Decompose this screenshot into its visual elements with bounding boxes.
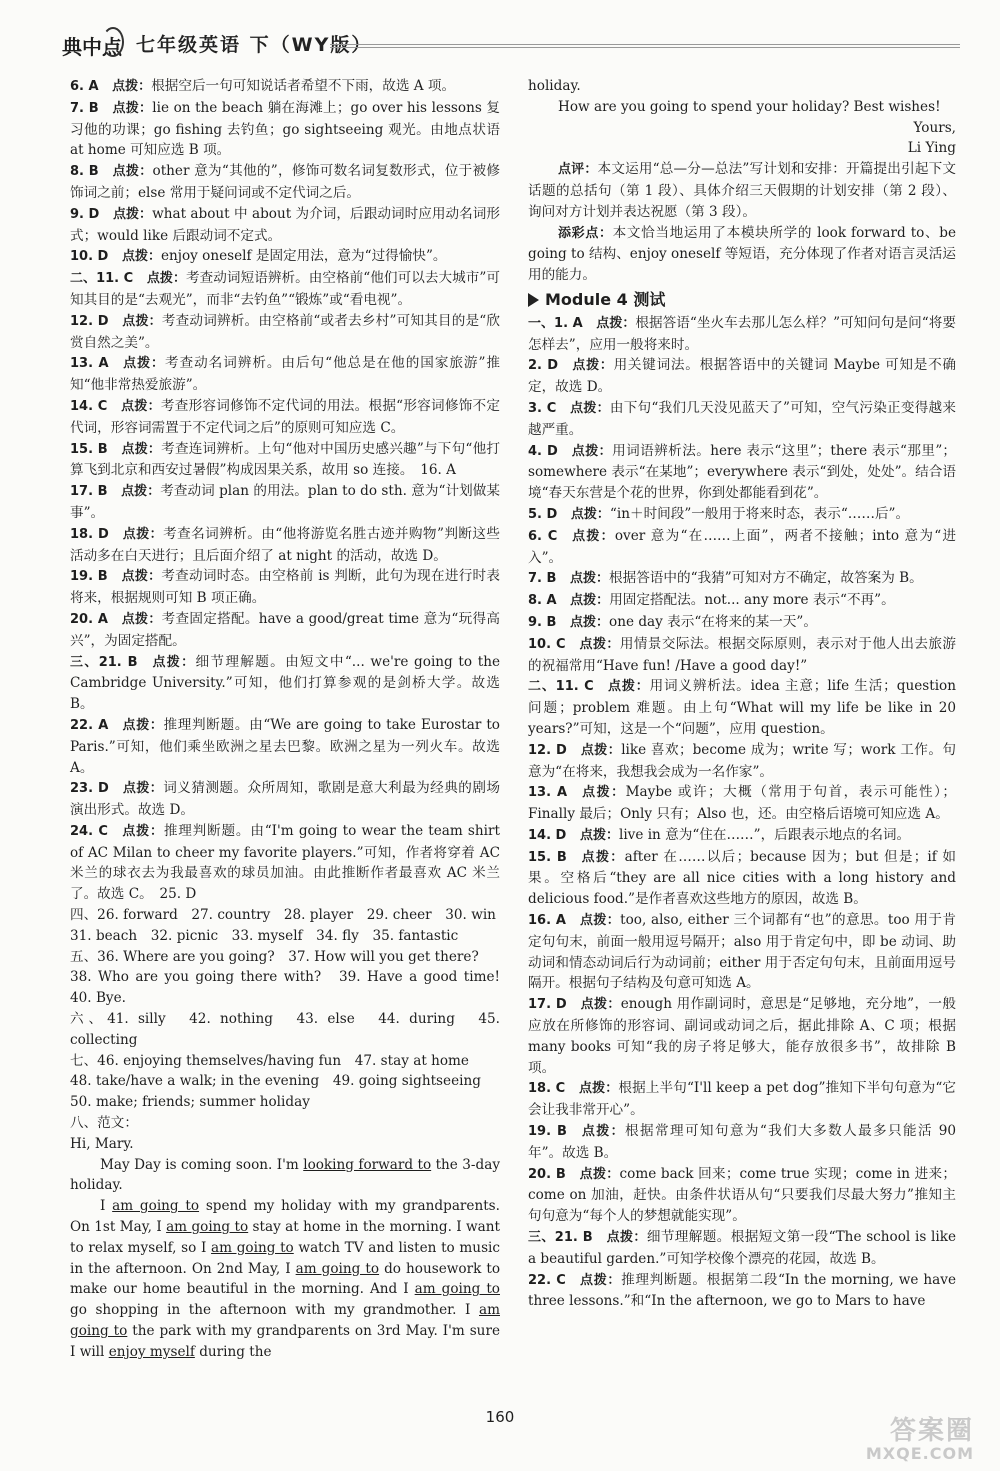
hint-text: enjoy oneself 是固定用法，意为“过得愉快”。 (160, 248, 447, 265)
module-title-text: Module 4 测试 (545, 289, 666, 309)
hint-label: 点拨： (122, 781, 164, 797)
hint-label: 点拨： (571, 443, 613, 459)
hint-text: 用词语辨析法。here 表示“这里”；there 表示“那里”；somewhere 表示“在某地”；everywhere 表示“到处，处处”。结合语境“春天东营是个花的世界，你到处都能看到花”。 (528, 442, 956, 502)
hint-text: 细节理解题。根据短文第一段“The school is like a beautiful garden.”可知学校像个漂亮的花园，故选 B。 (528, 1229, 956, 1267)
hint-label: 点拨： (579, 913, 621, 929)
answer-number: 17. D (528, 997, 567, 1013)
brand-name: 典中点 (62, 35, 122, 59)
essay-text: spend my holiday with my grandparents. On 1st May, I (70, 1198, 500, 1236)
answer-item (528, 590, 956, 612)
answer-number: 20. B (528, 1166, 566, 1182)
hint-text: Maybe 或许；大概（常用于句首，表示可能性）；Finally 最后；Only 只有；Also 也，还。由空格后语境可知应选 A。 (528, 784, 956, 823)
hint-text: 考查动名词辨析。由后句“他总是在他的国家旅游”推知“他非常热爱旅游”。 (70, 355, 500, 394)
essay-underlined-phrase: am going to (295, 1260, 380, 1277)
book-title: 七年级英语 下（WY版） (136, 33, 373, 56)
header-rule (330, 44, 960, 48)
answer-line: 六、41. silly 42. nothing 43. else 44. during 45. collecting (70, 1011, 500, 1048)
hint-text: after 在……以后；because 因为；but 但是；if 如果。空格后“they are all nice cities with a long history and delicious food.”是作者喜欢这些地方的原因，故选 B。 (528, 848, 956, 908)
hint-label: 点拨： (112, 100, 153, 116)
hint-text: live in 意为“住在……”，后跟表示地点的名词。 (618, 826, 911, 843)
essay-text: I (100, 1198, 113, 1215)
answer-number: 二、11. C (528, 679, 594, 695)
answer-number: 20. A (70, 611, 108, 627)
hint-text: like 喜欢；become 成为；write 写；work 工作。句意为“在将来，我想我会成为一名作家”。 (528, 741, 956, 780)
hint-text: one day 表示“在将来的某一天”。 (609, 613, 817, 630)
essay-continued: holiday. (528, 78, 581, 94)
hint-label: 点拨： (112, 206, 153, 222)
essay-comment (528, 159, 956, 222)
answer-number: 15. B (70, 441, 108, 457)
essay-label: 八、范文： (70, 1115, 138, 1132)
essay-text: during the (194, 1343, 272, 1360)
book-logo (62, 23, 128, 63)
hint-label: 点拨： (580, 997, 621, 1013)
hint-text: 用固定搭配法。not... any more 表示“不再”。 (609, 592, 895, 609)
essay-underlined-phrase: am going to (211, 1239, 294, 1256)
answer-item (70, 268, 500, 311)
hint-text: 根据常理可知句意为“我们大多数人最多只能活 90 年”。故选 B。 (528, 1123, 956, 1161)
essay-text: go shopping in the afternoon with my grandmother. I (70, 1302, 479, 1319)
answer-number: 19. B (528, 1124, 567, 1140)
hint-label: 点拨： (579, 827, 619, 843)
answer-number: 13. A (528, 785, 568, 801)
essay-underlined-phrase: am going to (414, 1281, 500, 1298)
answer-item (70, 566, 500, 609)
answer-number: 10. C (528, 636, 566, 652)
hint-text: 考查动词时态。由空格前 is 判断，此句为现在进行时表将来，根据规则可知 B 项正确。 (70, 568, 500, 607)
answer-number: 二、11. C (70, 271, 134, 287)
essay-underlined-phrase: am going to (166, 1219, 249, 1236)
answer-item (528, 1121, 956, 1164)
answer-number: 18. D (70, 526, 109, 542)
module-heading (528, 290, 956, 311)
answer-item (70, 652, 500, 715)
answer-number: 10. D (70, 249, 109, 265)
hint-text: 考查连词辨析。上句“他对中国历史感兴趣”与下句“他打算飞到北京和西安过暑假”构成因果关系，故用 so 连接。 16. A (70, 440, 500, 479)
answer-number: 14. C (70, 398, 108, 414)
answer-line: 48. take/have a walk; in the evening 49. going sightseeing (70, 1073, 481, 1090)
answer-number: 22. C (528, 1272, 566, 1288)
hint-label: 点拨： (121, 611, 162, 627)
answer-number: 14. D (528, 827, 567, 843)
answer-item (528, 1078, 956, 1121)
hint-label: 点拨： (606, 1230, 647, 1246)
essay-underlined-phrase: looking forward to (303, 1156, 432, 1173)
answer-number: 15. B (528, 849, 567, 865)
hint-label: 点拨： (580, 742, 622, 758)
hint-text: 用词义辨析法。idea 主意；life 生活；question 问题；problem 难题。由上句“What will my life be like in 20 years?”可知，这是一个“问题”，应用 question。 (528, 678, 956, 737)
hint-label: 点拨： (146, 271, 187, 287)
essay-underlined-phrase: enjoy myself (108, 1343, 195, 1360)
answer-item (528, 825, 956, 847)
answer-item (528, 1227, 956, 1270)
answer-line: 五、36. Where are you going? 37. How will you get there? (70, 948, 479, 965)
hint-text: come back 回来；come true 实现；come in 进来；come on 加油，赶快。由条件状语从句“只要我们尽最大努力”推知主句句意为“每个人的梦想就能实现”。 (528, 1165, 956, 1225)
answer-line: 七、46. enjoying themselves/having fun 47. stay at home (70, 1052, 469, 1069)
answer-item (528, 612, 956, 634)
hint-label: 点拨： (122, 313, 162, 329)
hint-text: 用情景交际法。根据交际原则，表示对于他人出去旅游的祝福常用“Have fun! /Have a good day!” (528, 635, 956, 674)
answer-item (70, 481, 500, 524)
hint-text: 推理判断题。由“I'm going to wear the team shirt of AC Milan to cheer my favorite players.”可知，作者将穿着 AC 米兰的球衣去为我最喜欢的球员加油。由此推断作者最喜欢 AC 米兰了。故选 C。 25. D (70, 822, 500, 903)
answer-number: 17. B (70, 484, 108, 500)
answer-number: 一、1. A (528, 315, 583, 331)
hint-label: 点拨： (122, 526, 164, 542)
hint-label: 点拨： (151, 654, 196, 670)
answer-item (70, 353, 500, 396)
answer-number: 23. D (70, 781, 109, 797)
answer-item (528, 1164, 956, 1227)
answer-item (528, 355, 956, 398)
triangle-marker-icon (528, 293, 539, 307)
answer-item (528, 740, 956, 783)
answer-number: 12. D (528, 742, 567, 758)
hint-text: 细节理解题。由短文中“... we're going to the Cambridge University.”可知，他们打算参观的是剑桥大学。故选 B。 (70, 653, 500, 713)
answer-item (70, 778, 500, 821)
answer-item (528, 994, 956, 1078)
answer-item (70, 76, 500, 98)
essay-paragraph-2 (70, 1196, 500, 1362)
hint-text: 考查动词短语辨析。由空格前“他们可以去大城市”可知其目的是“去观光”，而非“去钓鱼”“锻炼”或“看电视”。 (70, 270, 500, 308)
hint-label: 点拨： (579, 1166, 620, 1182)
answer-item (528, 441, 956, 504)
hint-label: 点拨： (570, 528, 615, 544)
hint-label: 点拨： (112, 79, 152, 94)
hint-label: 点拨： (122, 356, 166, 372)
essay-text: the 3-day holiday. (70, 1156, 501, 1194)
page-header (62, 20, 372, 66)
answer-number: 5. D (528, 506, 558, 522)
hint-label: 点拨： (570, 593, 610, 609)
hint-label: 点拨： (121, 441, 162, 457)
hint-text: enough 用作副词时，意思是“足够地，充分地”，一般应放在所修饰的形容词、副词或动词之后，据此排除 A、C 项；根据 many books 可知“我的房子将足够大，能存放很多书”，故排除 B 项。 (528, 996, 956, 1076)
answer-item (528, 568, 956, 590)
hint-label: 点拨： (112, 164, 153, 180)
answer-number: 3. C (528, 400, 557, 416)
answer-item (70, 161, 500, 204)
hint-label: 点拨： (607, 679, 650, 695)
essay-closing: Yours, (913, 119, 956, 136)
hint-label: 点拨： (596, 315, 636, 331)
highlight-text: 本文恰当地运用了本模块所学的 look forward to、be going to 结构、enjoy oneself 等短语，充分体现了作者对语言灵活运用的能力。 (528, 224, 956, 284)
essay-underlined-phrase: am going to (70, 1302, 500, 1340)
answer-item (528, 526, 956, 569)
answer-number: 18. C (528, 1081, 566, 1097)
essay-text: May Day is coming soon. I'm (100, 1156, 304, 1173)
answer-number: 24. C (70, 823, 108, 839)
comment-text: 本文运用“总—分—总法”写计划和安排：开篇提出引起下文话题的总括句（第 1 段）、具体介绍三天假期的计划安排（第 2 段）、询问对方计划并表达祝愿（第 3 段）。 (528, 161, 956, 220)
hint-text: 考查形容词修饰不定代词的用法。根据“形容词修饰不定代词，形容词需置于不定代词之后”的原则可知应选 C。 (70, 397, 500, 436)
hint-text: 考查名词辨析。由“他将游览名胜古迹并购物”判断这些活动多在白天进行；且后面介绍了 at night 的活动，故选 D。 (70, 525, 500, 564)
answer-number: 2. D (528, 358, 559, 374)
essay-paragraph-3: How are you going to spend your holiday? Best wishes! (558, 98, 941, 115)
answer-item (70, 609, 500, 652)
hint-text: 根据空后一句可知说话者希望不下雨，故选 A 项。 (151, 78, 456, 94)
answer-number: 三、21. B (70, 654, 138, 670)
answer-item (70, 204, 500, 247)
answer-line: 38. Who are you going there with? 39. Have a good time! 40. Bye. (70, 969, 514, 1007)
hint-label: 点拨： (579, 636, 620, 652)
hint-label: 点拨： (570, 571, 610, 587)
answer-number: 19. B (70, 569, 108, 585)
answer-item (528, 676, 956, 739)
answer-number: 4. D (528, 443, 558, 459)
answer-item (528, 504, 956, 526)
hint-label: 点拨： (121, 249, 161, 265)
hint-label: 点拨： (570, 614, 610, 630)
watermark-url: MXQE.COM (865, 1444, 974, 1463)
answer-item (70, 439, 500, 482)
essay-text: the park with my grandparents on 3rd May. I'm sure I will (70, 1323, 500, 1360)
answer-number: 8. B (70, 164, 99, 180)
logo-swirl-icon (102, 27, 124, 57)
essay-text: do housework to make our home beautiful in the morning. And I (70, 1260, 501, 1298)
essay-signature: Li Ying (907, 140, 956, 157)
hint-text: 根据上半句“I'll keep a pet dog”推知下半句句意为“它会让我非常开心”。 (528, 1080, 956, 1119)
hint-text: other 意为“其他的”，修饰可数名词复数形式，位于被修饰词之前；else 常用于疑问词或不定代词之后。 (70, 163, 500, 201)
watermark-logo (800, 1410, 980, 1466)
answer-item (528, 910, 956, 994)
answer-item (70, 396, 500, 439)
answer-number: 7. B (70, 100, 99, 116)
hint-label: 点拨： (579, 1272, 622, 1288)
right-column (528, 76, 956, 1312)
answer-number: 16. A (528, 913, 566, 929)
answer-item (528, 398, 956, 441)
hint-text: 由下句“我们几天没见蓝天了”可知，空气污染正变得越来越严重。 (528, 399, 956, 438)
left-column (70, 76, 514, 1363)
hint-label: 点拨： (580, 1124, 626, 1140)
answer-item (70, 311, 500, 354)
answer-number: 22. A (70, 717, 109, 733)
answer-number: 8. A (528, 593, 557, 609)
hint-text: 推理判断题。由“We are going to take Eurostar to Paris.”可知，他们乘坐欧洲之星去巴黎。欧洲之星为一列火车。故选 A。 (70, 716, 500, 776)
page-number: 160 (485, 1408, 515, 1426)
answer-item (70, 715, 500, 778)
hint-label: 点拨： (571, 358, 614, 374)
answer-number: 三、21. B (528, 1230, 593, 1246)
answer-number: 7. B (528, 571, 557, 587)
answer-line: 31. beach 32. picnic 33. myself 34. fly 35. fantastic (70, 927, 459, 944)
answer-item (70, 246, 500, 268)
hint-label: 点拨： (120, 398, 161, 414)
answer-line: 50. make; friends; summer holiday (70, 1094, 310, 1111)
answer-number: 9. D (70, 206, 100, 222)
answer-item (528, 313, 956, 356)
hint-label: 点拨： (578, 1081, 619, 1097)
essay-text: watch TV and listen to music in the afternoon. On 2nd May, I (70, 1239, 501, 1277)
hint-label: 点拨： (121, 569, 162, 585)
hint-label: 点拨： (121, 484, 161, 500)
hint-text: over 意为“在……上面”，两者不接触；into 意为“进入”。 (528, 527, 956, 566)
hint-text: “in＋时间段”一般用于将来时态，表示“……后”。 (609, 505, 910, 522)
essay-underlined-phrase: am going to (112, 1198, 200, 1215)
hint-text: 根据答语“坐火车去那儿怎么样？”可知问句是问“将要怎样去”，应用一般将来时。 (528, 314, 956, 353)
hint-label: 点拨： (580, 849, 625, 865)
hint-text: 考查动词 plan 的用法。plan to do sth. 意为“计划做某事”。 (70, 483, 500, 521)
hint-text: lie on the beach 躺在海滩上；go over his lessons 复习他的功课；go fishing 去钓鱼；go sightseeing 观光。由地点状语 at home 可知应选 B 项。 (70, 99, 500, 159)
answer-number: 6. A (70, 79, 99, 94)
answer-item (70, 821, 500, 905)
hint-label: 点拨： (121, 717, 164, 733)
hint-text: 词义猜测题。众所周知，歌剧是意大利最为经典的剧场演出形式。故选 D。 (70, 780, 500, 819)
essay-text: stay at home in the morning. I want to relax myself, so I (70, 1219, 500, 1256)
hint-text: 推理判断题。根据第二段“In the morning, we have three lessons.”和“In the afternoon, we go to Mars to have (528, 1271, 956, 1310)
answer-number: 12. D (70, 313, 109, 329)
hint-text: too, also, either 三个词都有“也”的意思。too 用于肯定句句末，前面一般用逗号隔开；also 用于肯定句中，即 be 动词、助动词和情态动词后行为动词前；either 用于否定句句末，且前面用逗号隔开。根据句子结构及句意可知选 A。 (528, 912, 956, 992)
answer-item (528, 782, 956, 825)
answer-item (528, 1270, 956, 1313)
answer-line: 四、26. forward 27. country 28. player 29. cheer 30. win (70, 907, 496, 924)
answer-item (70, 98, 500, 161)
answer-item (70, 524, 500, 567)
answer-item (528, 847, 956, 910)
hint-text: 根据答语中的“我猜”可知对方不确定，故答案为 B。 (609, 570, 923, 587)
comment-label: 点评： (558, 162, 598, 178)
answer-number: 13. A (70, 356, 109, 372)
essay-paragraph-1 (70, 1155, 500, 1197)
essay-greeting: Hi, Mary. (70, 1135, 134, 1152)
hint-text: 考查动词辨析。由空格前“或者去乡村”可知其目的是“欣赏自然之美”。 (70, 312, 500, 351)
highlight-label: 添彩点： (558, 225, 613, 241)
hint-label: 点拨： (121, 823, 164, 839)
answer-number: 6. C (528, 528, 558, 544)
answer-item (528, 634, 956, 677)
hint-label: 点拨： (570, 506, 610, 522)
hint-text: 考查固定搭配。have a good/great time 意为“玩得高兴”，为固定搭配。 (70, 610, 500, 649)
hint-text: 用关键词法。根据答语中的关键词 Maybe 可知是不确定，故选 D。 (528, 357, 956, 396)
watermark-text: 答案圈 (889, 1416, 974, 1446)
answer-number: 9. B (528, 614, 557, 630)
essay-highlight (528, 223, 956, 286)
hint-label: 点拨： (580, 785, 626, 801)
hint-text: what about 中 about 为介词，后跟动词时应用动名词形式；would like 后跟动词不定式。 (70, 205, 500, 244)
hint-label: 点拨： (569, 400, 610, 416)
